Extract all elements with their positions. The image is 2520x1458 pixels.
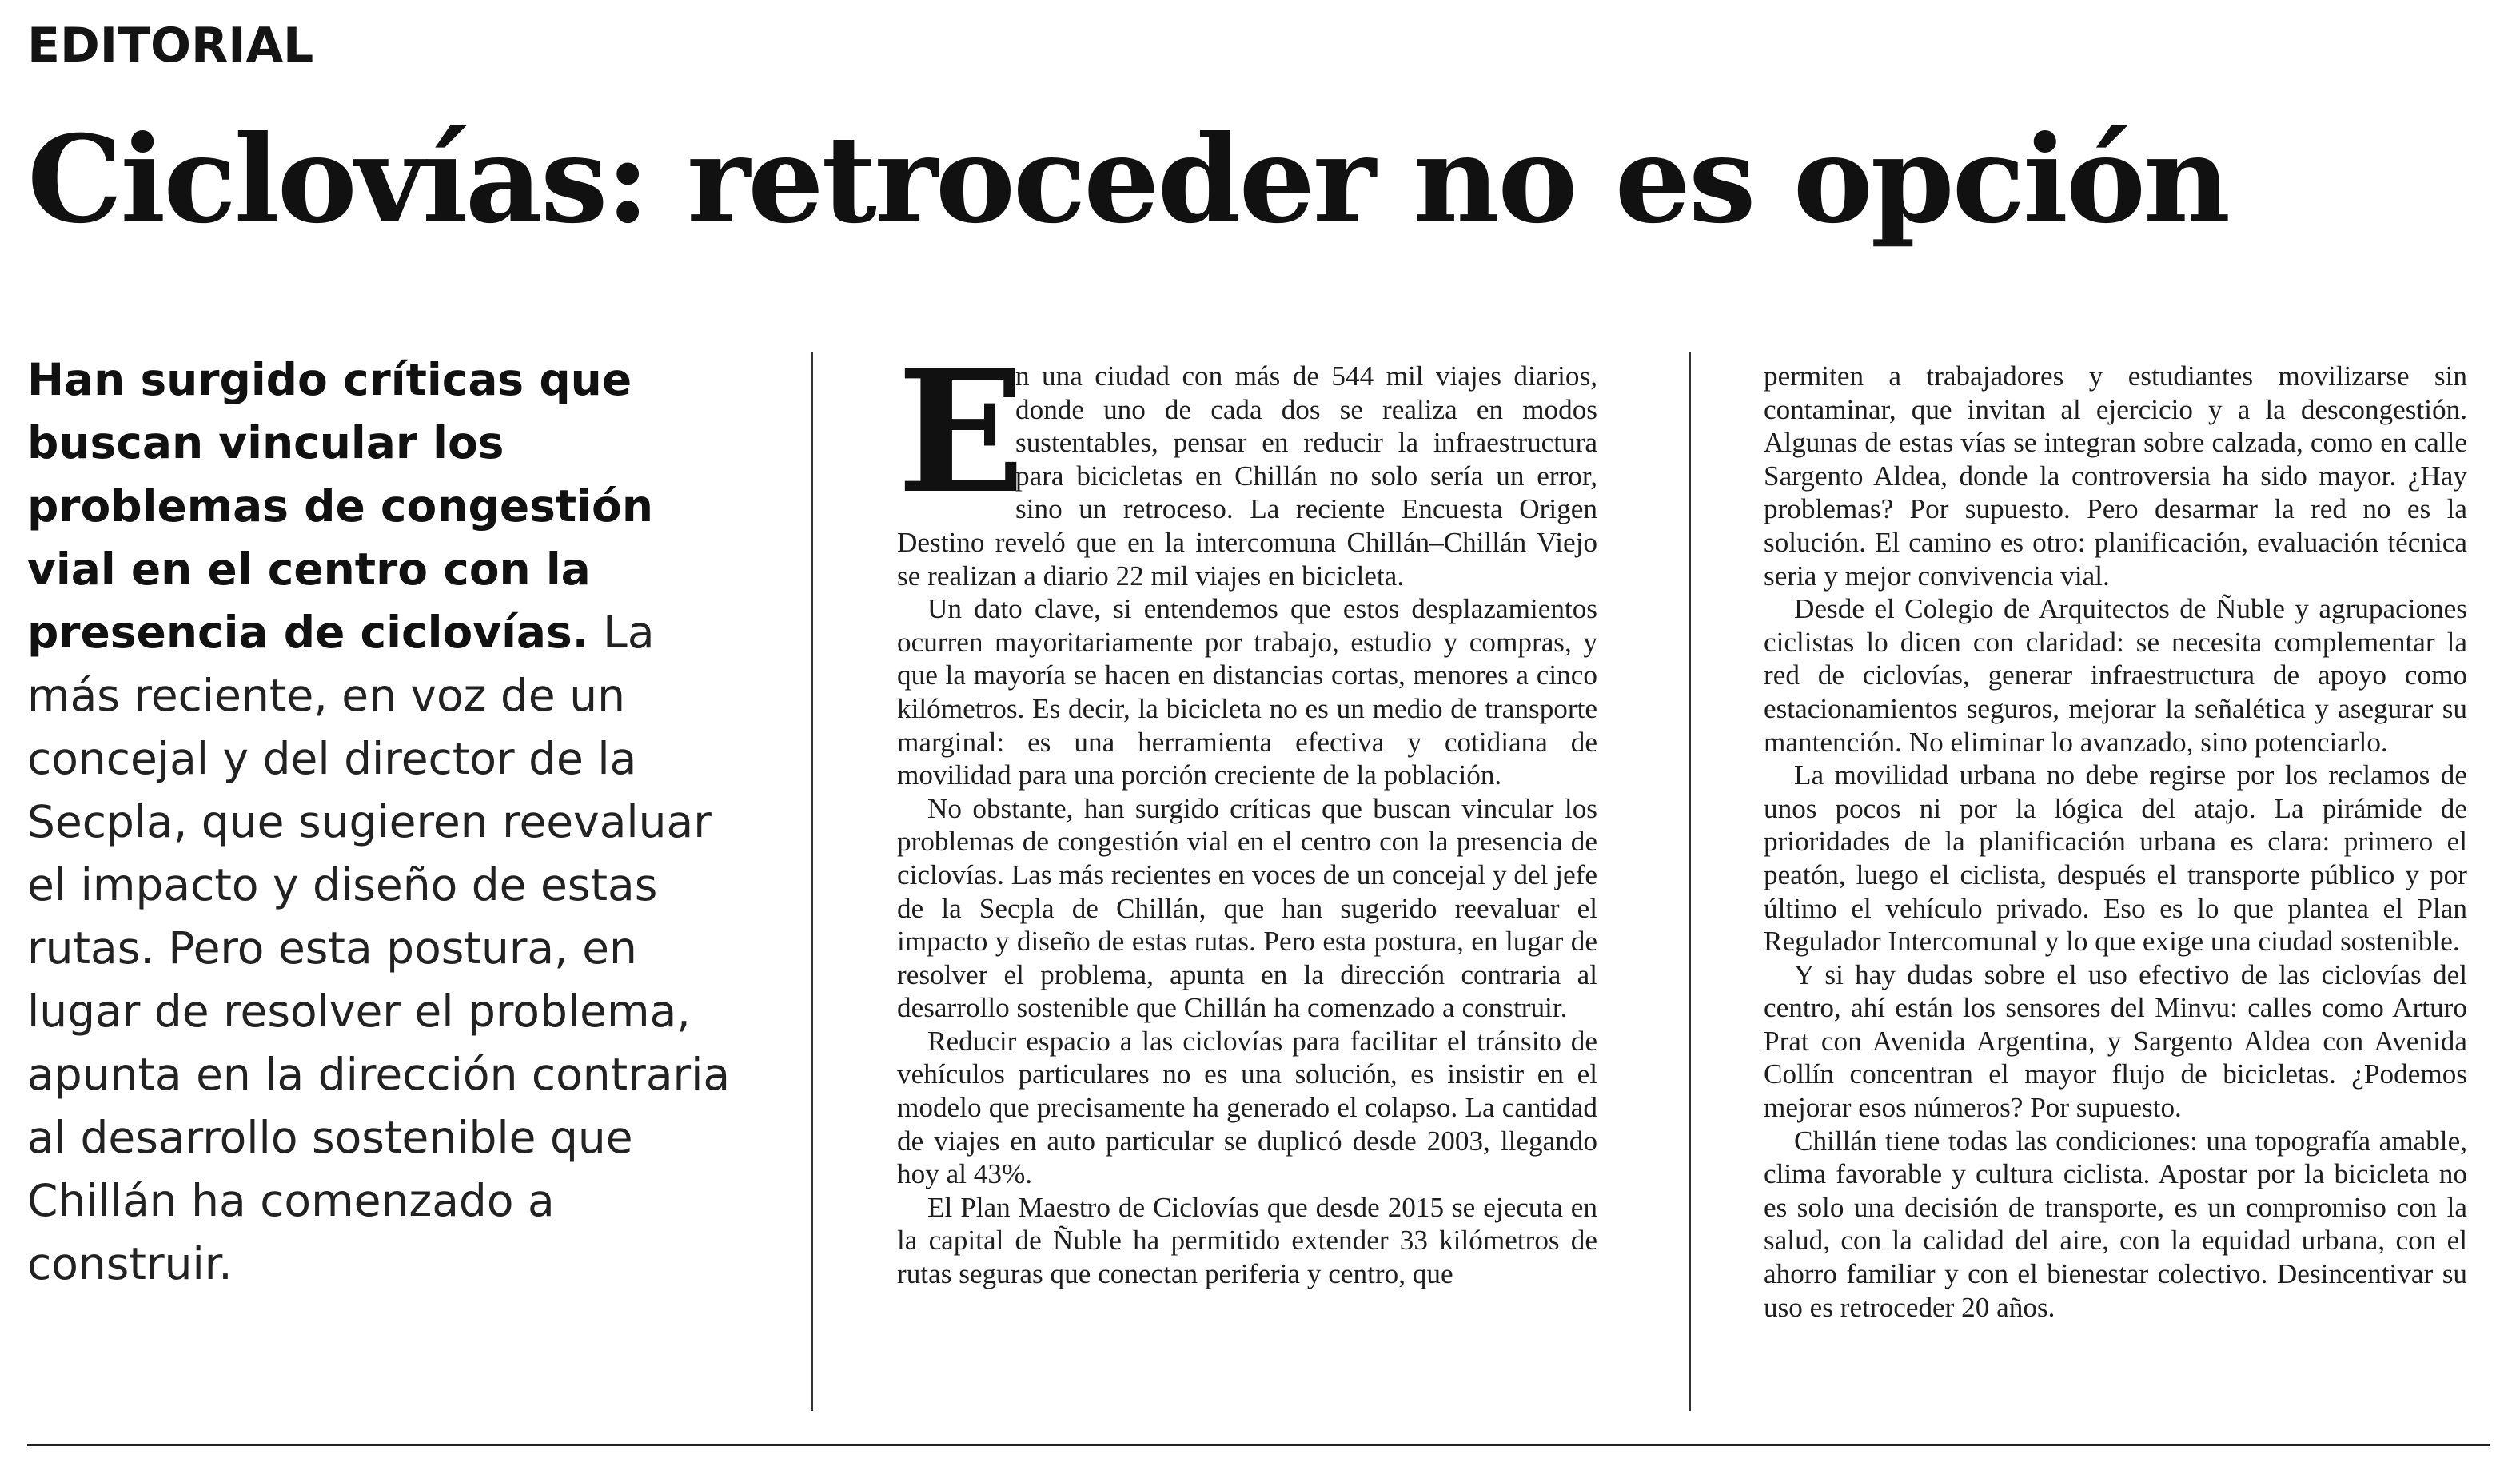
body-column-right xyxy=(1764,360,2467,1324)
body-paragraph: Y si hay dudas sobre el uso efectivo de las ciclovías del centro, ahí están los sensores del Minvu: calles como Arturo Prat con Avenida Argentina, y Sargento Aldea con Avenida Collín concentran el mayor flujo de bicicletas. ¿Podemos mejorar esos números? Por supuesto. xyxy=(1764,958,2467,1124)
body-paragraph xyxy=(897,333,1597,592)
body-paragraph: Un dato clave, si entendemos que estos desplazamientos ocurren mayoritariamente por trabajo, estudio y compras, y que la mayoría se hacen en distancias cortas, menores a cinco kilómetros. Es decir, la bicicleta no es un medio de transporte marginal: es una herramienta efectiva y cotidiana de movilidad para una porción creciente de la población. xyxy=(897,593,1597,791)
lead-bold: Han surgido críticas que buscan vincular los problemas de congestión vial en el centro con la presencia de ciclovías. xyxy=(27,354,653,658)
lead-text: La más reciente, en voz de un concejal y del director de la Secpla, que sugieren reevaluar el impacto y diseño de estas rutas. Pero esta postura, en lugar de resolver el problema, apunta en la dirección contraria al desarrollo sostenible que Chillán ha comenzado a construir. xyxy=(27,607,731,1289)
section-label: EDITORIAL xyxy=(27,18,314,74)
body-text: n una ciudad con más de 544 mil viajes diarios, donde uno de cada dos se realiza en modos sustentables, pensar en reducir la infraestructura para bicicletas en Chillán no solo sería un error, sino un retroceso. La reciente Encuesta Origen Destino reveló que en la intercomuna Chillán–Chillán Viejo se realizan a diario 22 mil viajes en bicicleta. xyxy=(897,361,1597,592)
body-paragraph: Desde el Colegio de Arquitectos de Ñuble y agrupaciones ciclistas lo dicen con claridad: se necesita complementar la red de ciclovías, generar infraestructura de apoyo como estacionamientos seguros, mejorar la señalética y asegurar su mantención. No eliminar lo avanzado, sino potenciarlo. xyxy=(1764,593,2467,758)
body-paragraph: El Plan Maestro de Ciclovías que desde 2015 se ejecuta en la capital de Ñuble ha permitido extender 33 kilómetros de rutas seguras que conectan periferia y centro, que xyxy=(897,1191,1597,1290)
column-divider-right xyxy=(1689,352,1691,1411)
drop-cap: E xyxy=(897,333,1026,531)
body-paragraph: Chillán tiene todas las condiciones: una topografía amable, clima favorable y cultura ciclista. Apostar por la bicicleta no es solo una decisión de transporte, es un compromiso con la salud, con la calidad del aire, con la equidad urbana, con el ahorro familiar y con el bienestar colectivo. Desincentivar su uso es retroceder 20 años. xyxy=(1764,1125,2467,1323)
headline: Ciclovías: retroceder no es opción xyxy=(27,110,2229,250)
column-divider-left xyxy=(811,352,813,1411)
body-column-middle xyxy=(897,333,1597,1291)
body-paragraph: permiten a trabajadores y estudiantes movilizarse sin contaminar, que invitan al ejercicio y a la descongestión. Algunas de estas vías se integran sobre calzada, como en calle Sargento Aldea, donde la controversia ha sido mayor. ¿Hay problemas? Por supuesto. Pero desarmar la red no es la solución. El camino es otro: planificación, evaluación técnica seria y mejor convivencia vial. xyxy=(1764,361,2467,592)
body-paragraph: La movilidad urbana no debe regirse por los reclamos de unos pocos ni por la lógica del atajo. La pirámide de prioridades de la planificación urbana es clara: primero el peatón, luego el ciclista, después el transporte público y por último el vehículo privado. Eso es lo que plantea el Plan Regulador Intercomunal y lo que exige una ciudad sostenible. xyxy=(1764,759,2467,958)
body-paragraph: Reducir espacio a las ciclovías para facilitar el tránsito de vehículos particulares no es una solución, es insistir en el modelo que precisamente ha generado el colapso. La cantidad de viajes en auto particular se duplicó desde 2003, llegando hoy al 43%. xyxy=(897,1025,1597,1190)
body-paragraph: No obstante, han surgido críticas que buscan vincular los problemas de congestión vial en el centro con la presencia de ciclovías. Las más recientes en voces de un concejal y del jefe de la Secpla de Chillán, que han sugerido reevaluar el impacto y diseño de estas rutas. Pero esta postura, en lugar de resolver el problema, apunta en la dirección contraria al desarrollo sostenible que Chillán ha comenzado a construir. xyxy=(897,792,1597,1024)
lead-paragraph xyxy=(27,349,739,1296)
bottom-rule xyxy=(27,1444,2490,1446)
